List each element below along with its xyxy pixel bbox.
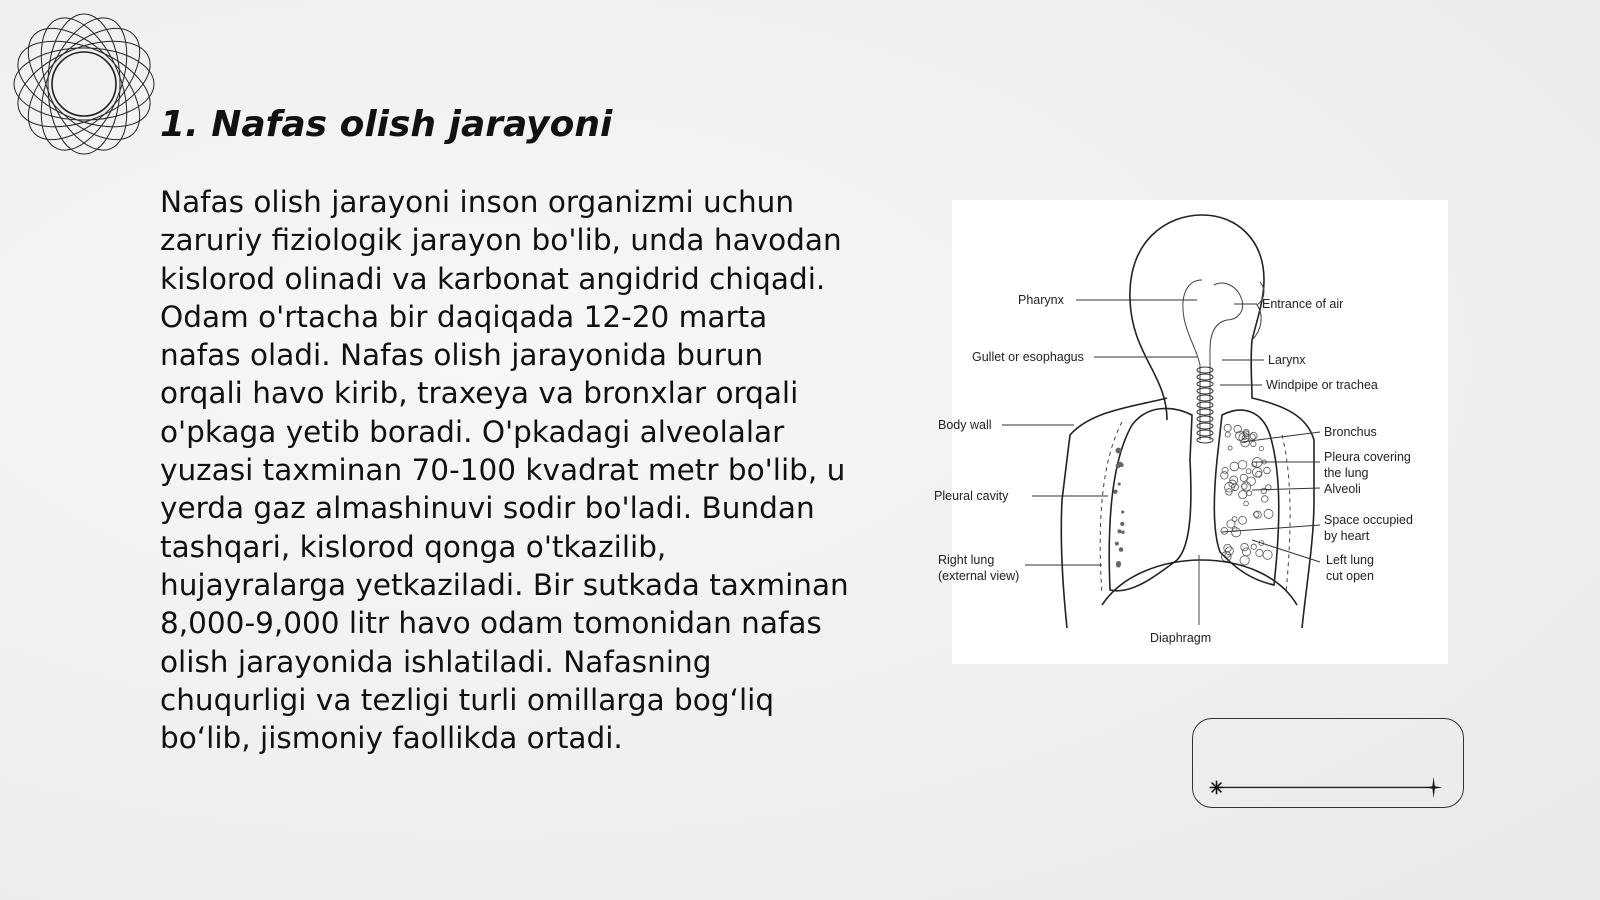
label-left-lung-1: Left lung — [1326, 553, 1374, 567]
label-diaphragm: Diaphragm — [1150, 631, 1212, 645]
sparkle-cross-icon — [1425, 777, 1443, 799]
decorative-timeline-box — [1192, 718, 1464, 808]
body-paragraph: Nafas olish jarayoni inson organizmi uchun zaruriy fiziologik jarayon bo'lib, unda havodan kislorod olinadi va karbonat angidrid chiqadi. Odam o'rtacha bir daqiqada 12-20 marta nafas oladi. Nafas olish jarayonida burun orqali havo kirib, traxeya va bronxlar orqali o'pkaga yetib boradi. O'pkadagi alveolalar yuzasi taxminan 70-100 kvadrat metr bo'lib, u yerda gaz almashinuvi sodir bo'ladi. Bundan tashqari, kislorod qonga o'tkazilib, hujayralarga yetkaziladi. Bir sutkada taxminan 8,000-9,000 litr havo odam tomonidan nafas olish jarayonida ishlatiladi. Nafasning chuqurligi va tezligi turli omillarga bog‘liq bo‘lib, jismoniy faollikda ortadi. — [160, 185, 849, 756]
label-pleura-1: Pleura covering — [1324, 450, 1411, 464]
star-burst-icon — [1210, 781, 1224, 795]
label-bronchus: Bronchus — [1324, 425, 1377, 439]
respiratory-diagram — [934, 200, 1448, 664]
slide-title: 1. Nafas olish jarayoni — [160, 104, 613, 145]
label-pleura-2: the lung — [1324, 466, 1369, 480]
circle-rings-ornament-icon — [10, 10, 158, 158]
label-right-lung-2: (external view) — [938, 569, 1020, 583]
label-pleural-cavity: Pleural cavity — [934, 489, 1009, 503]
label-windpipe: Windpipe or trachea — [1266, 378, 1378, 392]
label-gullet: Gullet or esophagus — [972, 350, 1084, 364]
label-entrance-of-air: Entrance of air — [1262, 297, 1344, 311]
label-right-lung-1: Right lung — [938, 553, 995, 567]
label-alveoli: Alveoli — [1324, 482, 1361, 496]
label-space-1: Space occupied — [1324, 513, 1413, 527]
label-space-2: by heart — [1324, 529, 1370, 543]
label-larynx: Larynx — [1268, 353, 1306, 367]
label-body-wall: Body wall — [938, 418, 992, 432]
label-left-lung-2: cut open — [1326, 569, 1374, 583]
label-pharynx: Pharynx — [1018, 293, 1064, 307]
